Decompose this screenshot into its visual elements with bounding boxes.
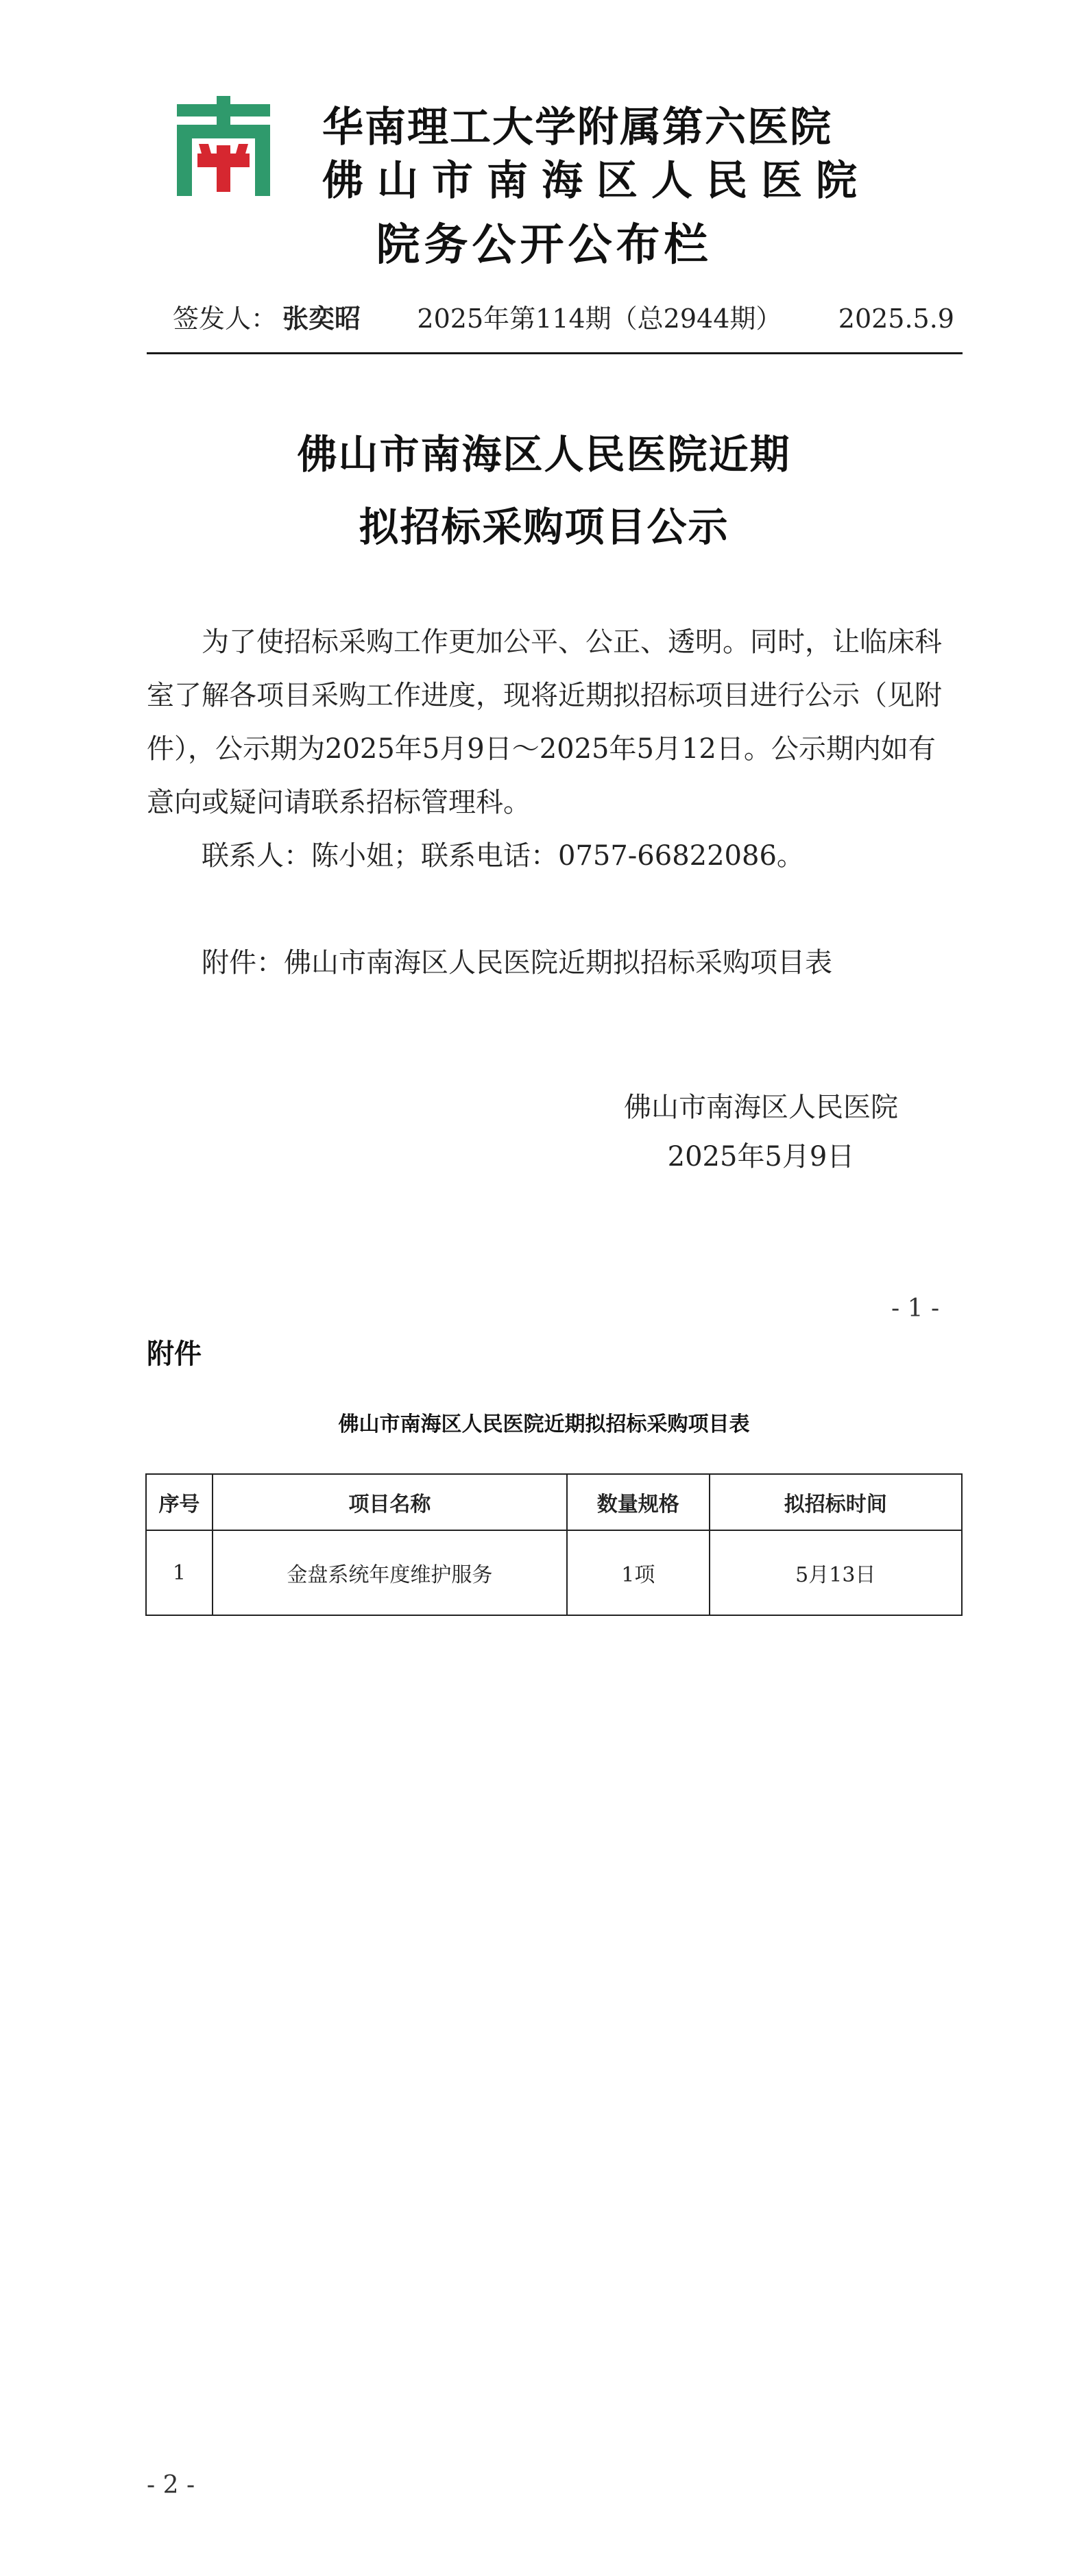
signer-label: 签发人： bbox=[173, 304, 278, 334]
logo-stem bbox=[217, 96, 230, 125]
column-header: 数量规格 bbox=[567, 1474, 710, 1530]
notice-body bbox=[147, 615, 963, 990]
institution-name-line1: 华南理工大学附属第六医院 bbox=[322, 103, 832, 151]
notice-title-line2: 拟招标采购项目公示 bbox=[359, 504, 729, 550]
signer bbox=[173, 302, 361, 336]
logo-roof-bar bbox=[177, 125, 270, 138]
signer-name: 张奕昭 bbox=[282, 303, 361, 334]
attachment-line: 附件：佛山市南海区人民医院近期拟招标采购项目表 bbox=[202, 947, 832, 979]
logo-right-pillar bbox=[255, 138, 270, 196]
header-divider bbox=[147, 352, 963, 354]
issue-date: 2025.5.9 bbox=[838, 304, 954, 334]
table-header-row bbox=[146, 1474, 962, 1530]
table-cell: 1 bbox=[146, 1530, 213, 1615]
column-header: 拟招标时间 bbox=[710, 1474, 962, 1530]
issue-number: 2025年第114期（总2944期） bbox=[417, 304, 782, 334]
notice-title-line1: 佛山市南海区人民医院近期 bbox=[297, 431, 791, 478]
institution-name-line2: 佛山市南海区人民医院 bbox=[322, 157, 871, 205]
bulletin-title: 院务公开公布栏 bbox=[376, 219, 712, 271]
hospital-logo bbox=[171, 96, 276, 200]
logo-right-stroke bbox=[236, 144, 248, 154]
table-cell: 1项 bbox=[567, 1530, 710, 1615]
page-number: - 2 - bbox=[147, 2471, 195, 2499]
attachment-label: 附件 bbox=[147, 1338, 202, 1370]
table-row bbox=[146, 1530, 962, 1615]
table-title: 佛山市南海区人民医院近期拟招标采购项目表 bbox=[338, 1412, 750, 1436]
logo-cross-vertical bbox=[217, 145, 230, 192]
contact-line: 联系人：陈小姐；联系电话：0757-66822086。 bbox=[202, 840, 804, 872]
procurement-table bbox=[145, 1473, 963, 1616]
notice-paragraph: 为了使招标采购工作更加公平、公正、透明。同时，让临床科室了解各项目采购工作进度，现将近期拟招标项目进行公示（见附件），公示期为2025年5月9日～2025年5月12日。公示期内如有意向或疑问请联系招标管理科。 bbox=[147, 626, 942, 818]
column-header: 项目名称 bbox=[213, 1474, 567, 1530]
logo-left-stroke bbox=[199, 144, 211, 154]
signature-date: 2025年5月9日 bbox=[667, 1141, 855, 1173]
logo-left-pillar bbox=[177, 138, 192, 196]
signature-organization: 佛山市南海区人民医院 bbox=[624, 1092, 898, 1123]
issue-info-line bbox=[173, 302, 954, 336]
table-cell: 5月13日 bbox=[710, 1530, 962, 1615]
table-cell: 金盘系统年度维护服务 bbox=[213, 1530, 567, 1615]
column-header: 序号 bbox=[146, 1474, 213, 1530]
page-number: - 1 - bbox=[891, 1295, 940, 1323]
